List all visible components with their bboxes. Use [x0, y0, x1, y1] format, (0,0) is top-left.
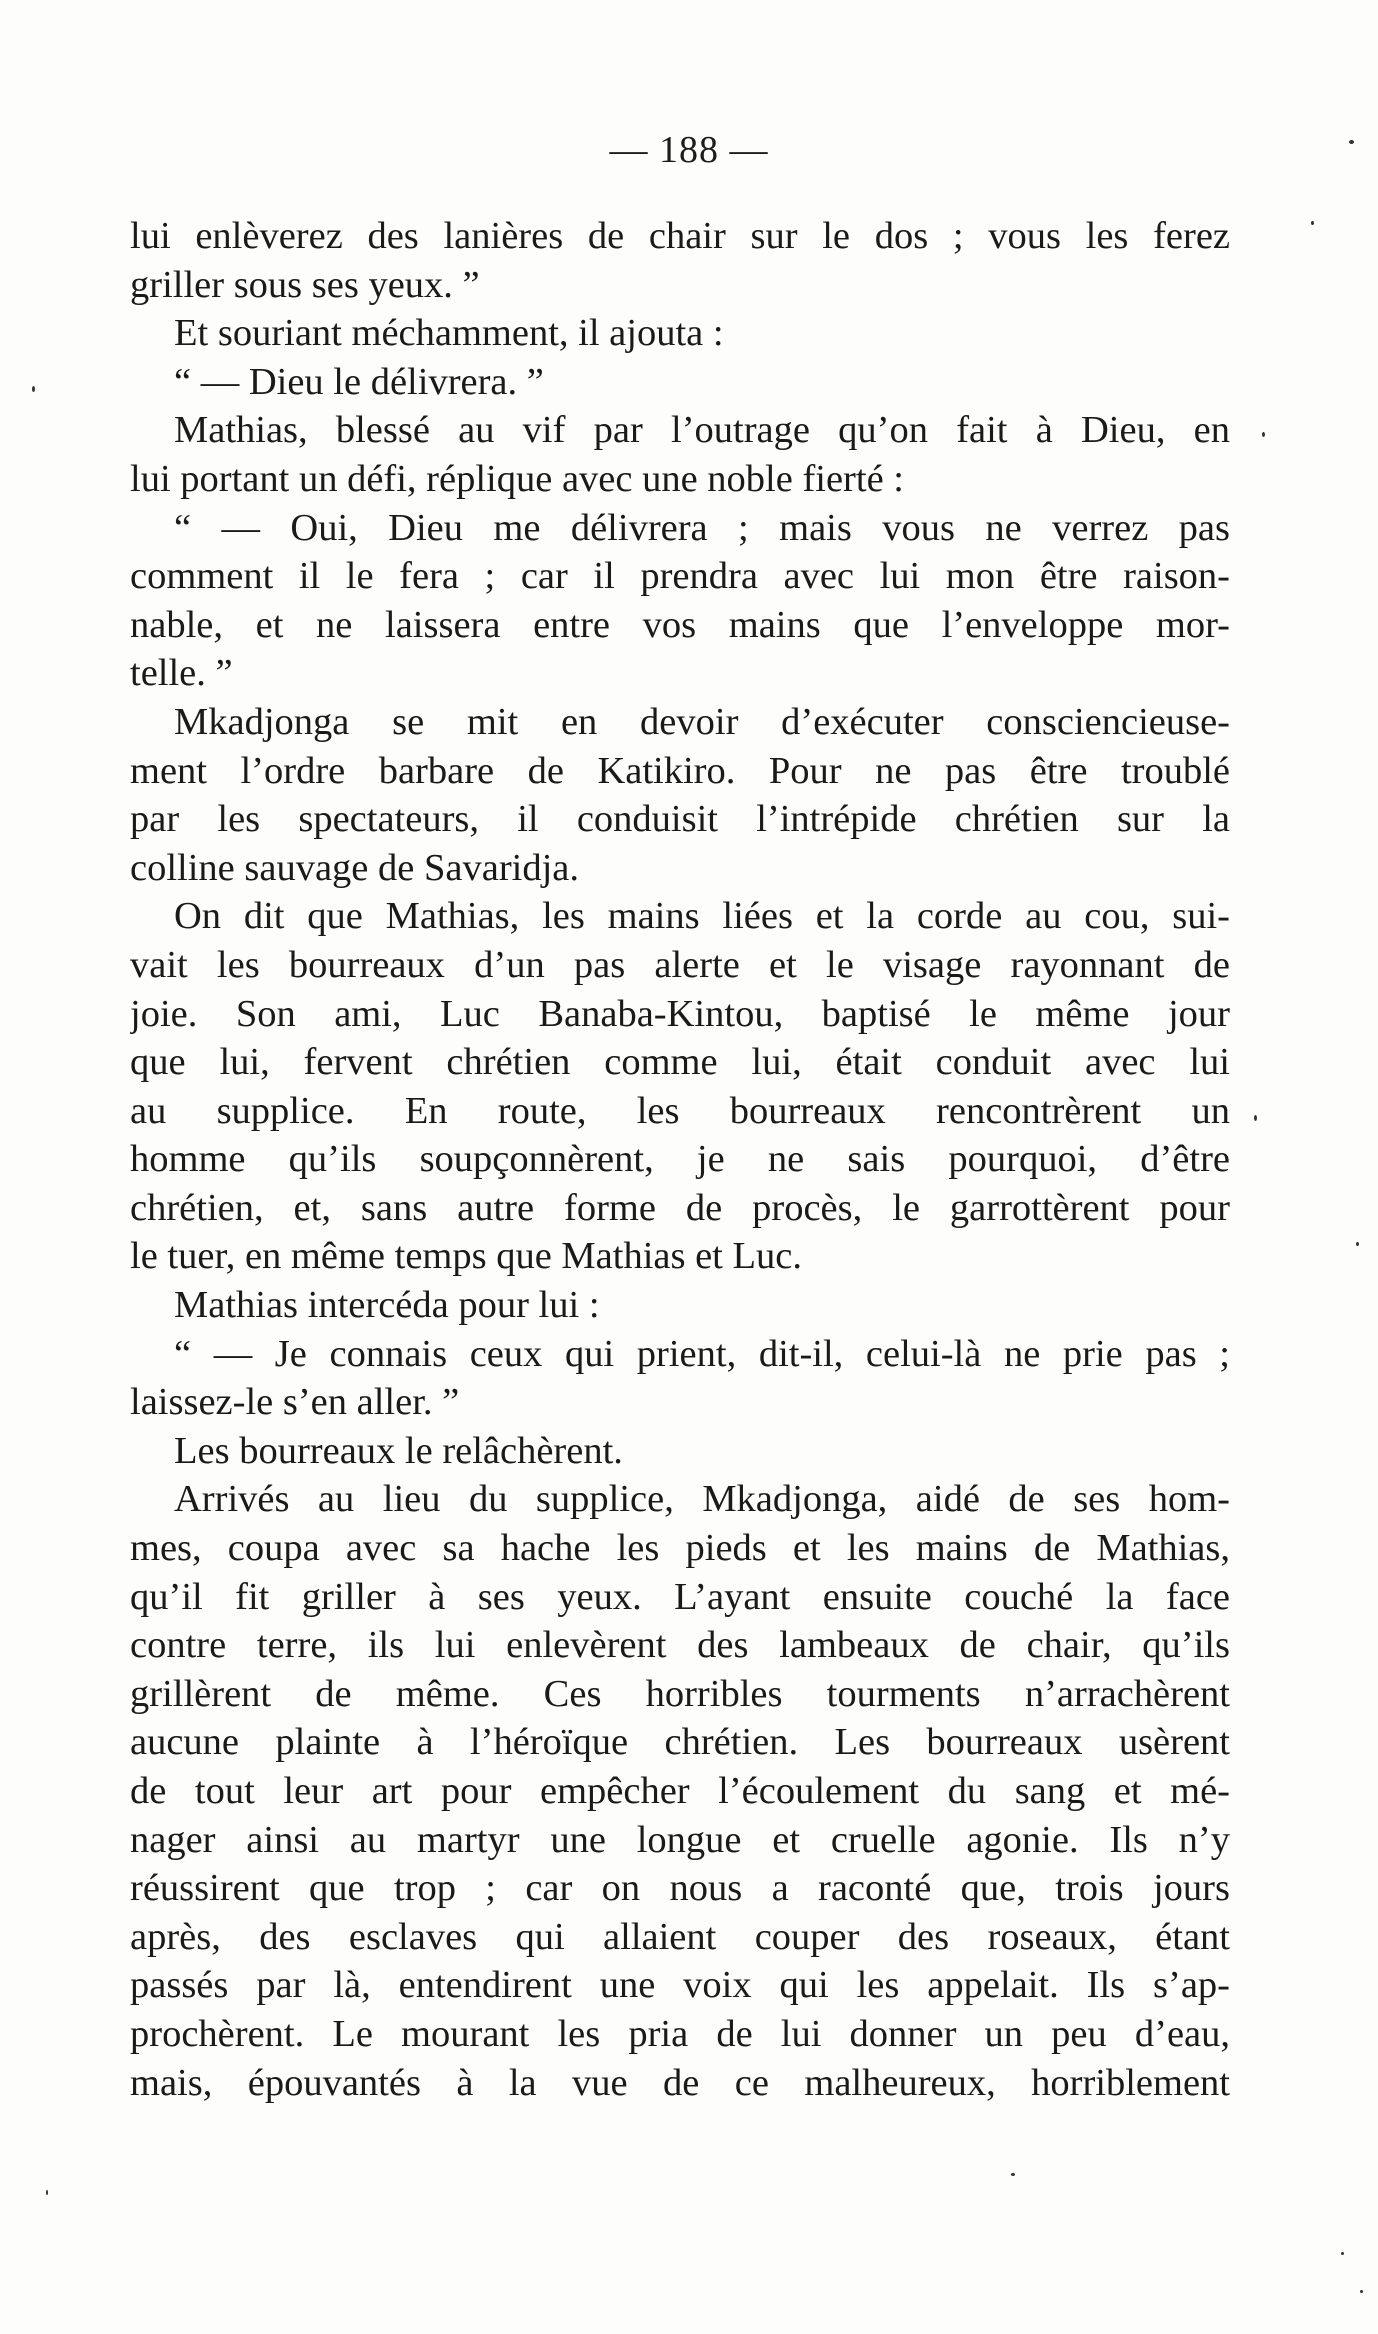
- text-line: passés par là, entendirent une voix qui les appelait. Ils s’ap-: [130, 1964, 1230, 2007]
- text-line: grillèrent de même. Ces horribles tourments n’arrachèrent: [130, 1672, 1230, 1715]
- scan-speck: [1262, 432, 1265, 437]
- text-line: homme qu’ils soupçonnèrent, je ne sais pourquoi, d’être: [130, 1138, 1230, 1181]
- text-line: Mathias, blessé au vif par l’outrage qu’on fait à Dieu, en: [174, 409, 1230, 452]
- text-line: de tout leur art pour empêcher l’écoulement du sang et mé-: [130, 1770, 1230, 1812]
- text-line: nager ainsi au martyr une longue et cruelle agonie. Ils n’y: [130, 1818, 1230, 1861]
- text-line: le tuer, en même temps que Mathias et Luc.: [130, 1235, 802, 1278]
- text-line: “ — Je connais ceux qui prient, dit-il, celui-là ne prie pas ;: [174, 1332, 1230, 1375]
- scan-speck: [32, 386, 35, 392]
- text-line: ment l’ordre barbare de Katikiro. Pour ne pas être troublé: [130, 749, 1230, 792]
- page-number: — 188 —: [609, 129, 769, 171]
- text-line: mais, épouvantés à la vue de ce malheureux, horriblement: [130, 2061, 1230, 2104]
- text-line: Mathias intercéda pour lui :: [174, 1284, 600, 1327]
- text-line: vait les bourreaux d’un pas alerte et le visage rayonnant de: [130, 943, 1230, 986]
- text-line: nable, et ne laissera entre vos mains que l’enveloppe mor-: [130, 603, 1230, 646]
- text-line: telle. ”: [130, 652, 233, 695]
- text-line: qu’il fit griller à ses yeux. L’ayant ensuite couché la face: [130, 1575, 1230, 1618]
- text-line: joie. Son ami, Luc Banaba-Kintou, baptisé le même jour: [130, 992, 1230, 1035]
- scan-speck: [1311, 221, 1314, 225]
- text-line: Et souriant méchamment, il ajouta :: [174, 312, 724, 355]
- scan-speck: [1360, 2290, 1363, 2293]
- scan-speck: [1341, 2252, 1344, 2255]
- text-line: Arrivés au lieu du supplice, Mkadjonga, aidé de ses hom-: [174, 1478, 1230, 1521]
- scan-speck: [46, 2190, 48, 2195]
- text-line: aucune plainte à l’héroïque chrétien. Les bourreaux usèrent: [130, 1721, 1230, 1764]
- text-line: lui portant un défi, réplique avec une noble fierté :: [130, 457, 904, 500]
- text-line: colline sauvage de Savaridja.: [130, 846, 579, 889]
- scan-speck: [1011, 2173, 1015, 2176]
- text-line: chrétien, et, sans autre forme de procès, le garrottèrent pour: [130, 1186, 1230, 1229]
- text-line: que lui, fervent chrétien comme lui, était conduit avec lui: [130, 1041, 1230, 1084]
- text-line: laissez-le s’en aller. ”: [130, 1381, 460, 1424]
- text-line: griller sous ses yeux. ”: [130, 263, 480, 306]
- text-line: mes, coupa avec sa hache les pieds et les mains de Mathias,: [130, 1527, 1230, 1570]
- scan-speck: [1356, 1242, 1359, 1246]
- text-line: Mkadjonga se mit en devoir d’exécuter consciencieuse-: [174, 700, 1230, 743]
- scan-speck: [1254, 1115, 1257, 1121]
- body-text: [130, 212, 1230, 2107]
- text-line: “ — Dieu le délivrera. ”: [174, 360, 544, 403]
- text-line: On dit que Mathias, les mains liées et la corde au cou, sui-: [174, 895, 1230, 938]
- scan-speck: [1349, 140, 1354, 144]
- text-line: lui enlèverez des lanières de chair sur le dos ; vous les ferez: [130, 215, 1230, 257]
- text-line: après, des esclaves qui allaient couper des roseaux, étant: [130, 1915, 1230, 1958]
- text-line: comment il le fera ; car il prendra avec lui mon être raison-: [130, 555, 1230, 598]
- text-line: réussirent que trop ; car on nous a raconté que, trois jours: [130, 1867, 1230, 1910]
- text-line: “ — Oui, Dieu me délivrera ; mais vous ne verrez pas: [174, 506, 1230, 549]
- text-line: au supplice. En route, les bourreaux rencontrèrent un: [130, 1089, 1230, 1132]
- text-line: Les bourreaux le relâchèrent.: [174, 1429, 623, 1472]
- text-line: prochèrent. Le mourant les pria de lui donner un peu d’eau,: [130, 2012, 1230, 2055]
- text-line: par les spectateurs, il conduisit l’intrépide chrétien sur la: [130, 798, 1230, 841]
- text-line: contre terre, ils lui enlevèrent des lambeaux de chair, qu’ils: [130, 1624, 1230, 1667]
